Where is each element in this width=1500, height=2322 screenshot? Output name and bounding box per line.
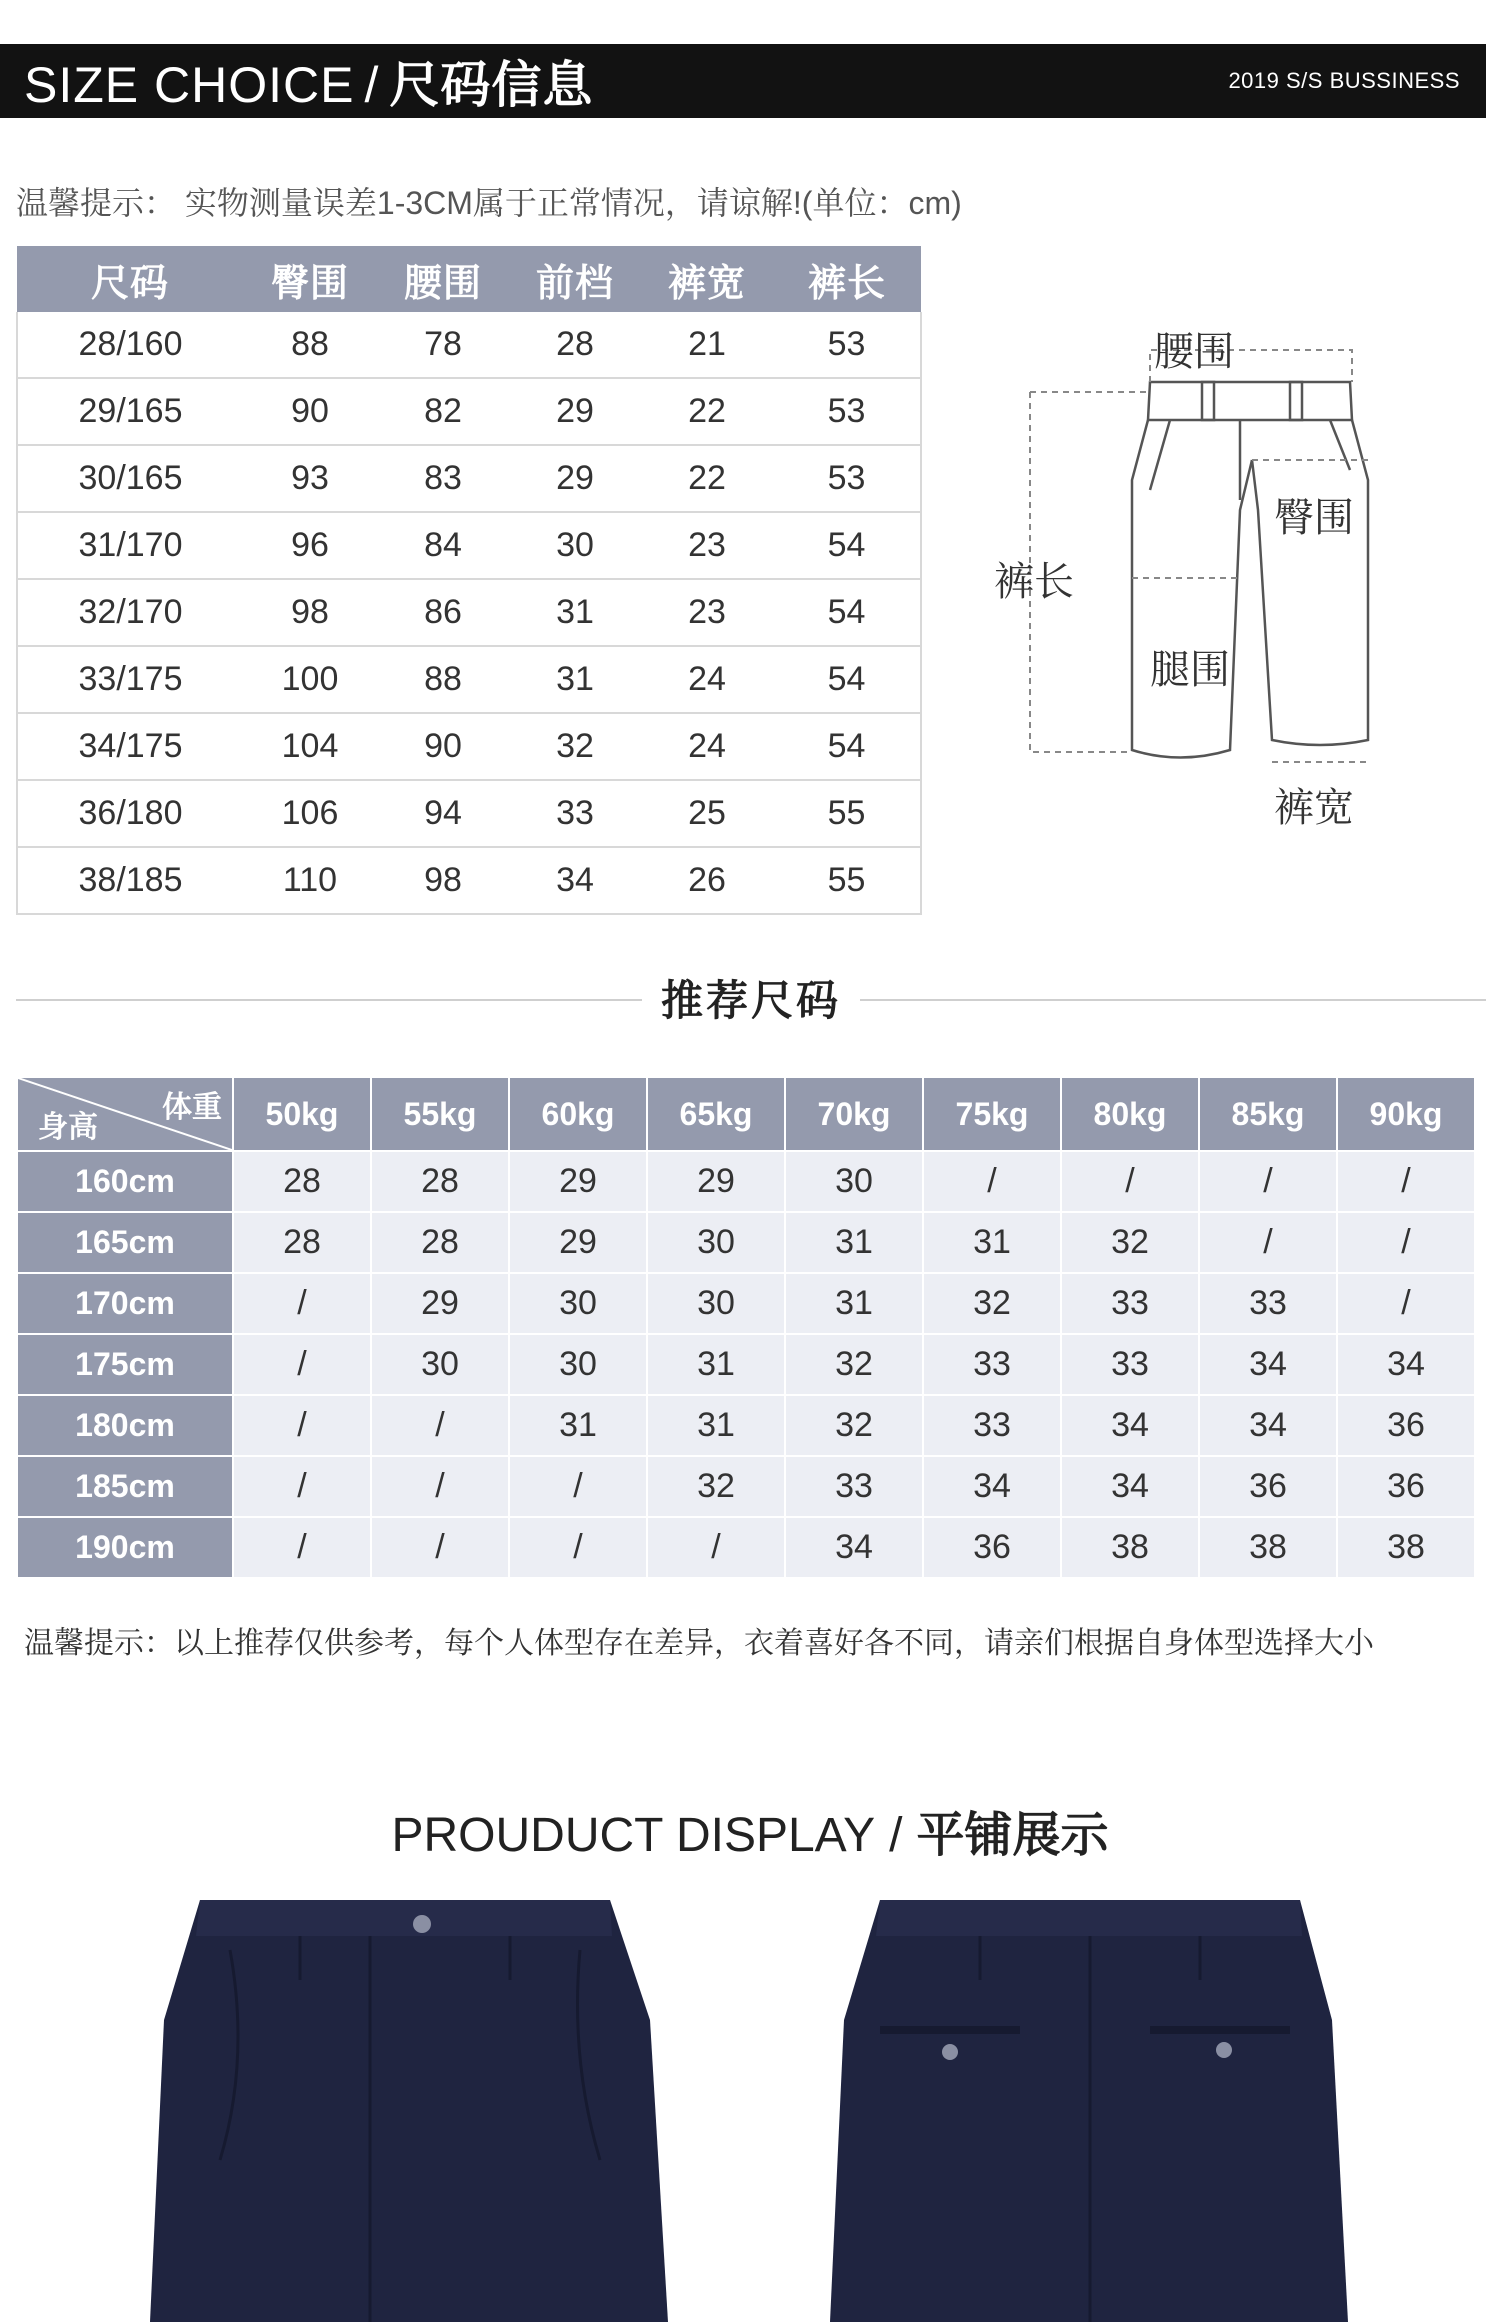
table-cell: 31/170 (17, 512, 243, 579)
table-cell: 28 (233, 1151, 371, 1212)
size-header-cell: 前档 (509, 246, 641, 312)
table-cell: 54 (773, 713, 921, 780)
size-header-cell: 腰围 (377, 246, 509, 312)
table-cell: 38 (1199, 1517, 1337, 1578)
table-cell: 24 (641, 713, 773, 780)
height-header-cell: 185cm (17, 1456, 233, 1517)
table-row (17, 512, 921, 579)
thigh-label: 腿围 (1150, 648, 1230, 692)
table-cell: 32 (1061, 1212, 1199, 1273)
table-cell: / (233, 1517, 371, 1578)
table-cell: 31 (923, 1212, 1061, 1273)
table-cell: 36 (1337, 1395, 1475, 1456)
table-cell: 31 (785, 1212, 923, 1273)
table-cell: 36/180 (17, 780, 243, 847)
table-cell: 34 (1337, 1334, 1475, 1395)
table-cell: 32 (923, 1273, 1061, 1334)
table-cell: 86 (377, 579, 509, 646)
table-row (17, 1151, 1475, 1212)
table-cell: 98 (243, 579, 377, 646)
table-cell: 22 (641, 445, 773, 512)
table-cell: 33 (923, 1334, 1061, 1395)
header-banner (0, 44, 1486, 118)
table-cell: 33 (785, 1456, 923, 1517)
table-row (17, 1334, 1475, 1395)
table-cell: 31 (785, 1273, 923, 1334)
table-cell: 34/175 (17, 713, 243, 780)
table-cell: 29 (647, 1151, 785, 1212)
table-row (17, 780, 921, 847)
table-cell: / (1061, 1151, 1199, 1212)
table-cell: 28/160 (17, 312, 243, 378)
pants-diagram (990, 320, 1410, 840)
table-cell: 33 (923, 1395, 1061, 1456)
table-cell: 29 (509, 445, 641, 512)
table-cell: 30 (509, 1334, 647, 1395)
table-cell: 30 (785, 1151, 923, 1212)
table-row (17, 1273, 1475, 1334)
weight-header-cell: 90kg (1337, 1077, 1475, 1151)
size-table-header-row (17, 246, 921, 312)
table-row (17, 713, 921, 780)
title-cn: 尺码信息 (389, 57, 594, 113)
table-row (17, 847, 921, 914)
table-cell: / (1337, 1212, 1475, 1273)
table-cell: 30 (509, 512, 641, 579)
height-header-cell: 160cm (17, 1151, 233, 1212)
table-cell: 84 (377, 512, 509, 579)
weight-header-cell: 70kg (785, 1077, 923, 1151)
table-cell: / (371, 1395, 509, 1456)
recommend-table (16, 1076, 1476, 1579)
table-cell: 93 (243, 445, 377, 512)
corner-cell (17, 1077, 233, 1151)
table-cell: 78 (377, 312, 509, 378)
table-cell: 29/165 (17, 378, 243, 445)
table-cell: 23 (641, 579, 773, 646)
weight-header-cell: 55kg (371, 1077, 509, 1151)
table-cell: 33 (509, 780, 641, 847)
table-cell: 82 (377, 378, 509, 445)
table-cell: 90 (243, 378, 377, 445)
table-cell: 32 (509, 713, 641, 780)
pants-back-image (830, 1900, 1350, 2322)
table-cell: 83 (377, 445, 509, 512)
product-title-en: PROUDUCT DISPLAY (391, 1809, 876, 1862)
table-cell: 24 (641, 646, 773, 713)
table-cell: / (509, 1456, 647, 1517)
table-cell: 30 (647, 1212, 785, 1273)
table-row (17, 1395, 1475, 1456)
table-row (17, 1212, 1475, 1273)
table-cell: 34 (1061, 1395, 1199, 1456)
recommend-header-row (17, 1077, 1475, 1151)
table-cell: / (233, 1395, 371, 1456)
table-cell: / (509, 1517, 647, 1578)
size-table (16, 246, 922, 915)
table-cell: 32/170 (17, 579, 243, 646)
table-cell: 31 (509, 646, 641, 713)
table-cell: 38 (1061, 1517, 1199, 1578)
table-cell: 33 (1061, 1273, 1199, 1334)
table-cell: 98 (377, 847, 509, 914)
recommend-title: 推荐尺码 (660, 977, 841, 1024)
table-cell: 53 (773, 312, 921, 378)
table-cell: 54 (773, 512, 921, 579)
table-cell: 29 (509, 1151, 647, 1212)
table-cell: 36 (1199, 1456, 1337, 1517)
table-cell: 31 (647, 1395, 785, 1456)
height-header-cell: 170cm (17, 1273, 233, 1334)
table-cell: 30/165 (17, 445, 243, 512)
size-header-cell: 裤长 (773, 246, 921, 312)
table-cell: 55 (773, 780, 921, 847)
product-display-title (0, 1796, 1500, 1865)
waist-label: 腰围 (1154, 330, 1234, 374)
weight-header-cell: 50kg (233, 1077, 371, 1151)
size-header-cell: 臀围 (243, 246, 377, 312)
table-cell: 30 (371, 1334, 509, 1395)
table-cell: 30 (509, 1273, 647, 1334)
table-cell: 33 (1199, 1273, 1337, 1334)
table-cell: 34 (785, 1517, 923, 1578)
table-cell: 32 (785, 1395, 923, 1456)
table-cell: / (923, 1151, 1061, 1212)
size-header-cell: 尺码 (17, 246, 243, 312)
table-cell: 53 (773, 445, 921, 512)
table-row (17, 1456, 1475, 1517)
table-cell: 34 (923, 1456, 1061, 1517)
leg-width-label: 裤宽 (1274, 786, 1354, 830)
size-table-body (17, 312, 921, 914)
table-cell: 110 (243, 847, 377, 914)
product-title-cn: 平铺展示 (916, 1809, 1109, 1862)
height-header-cell: 180cm (17, 1395, 233, 1456)
table-cell: 96 (243, 512, 377, 579)
table-row (17, 579, 921, 646)
table-cell: 32 (647, 1456, 785, 1517)
table-cell: / (233, 1334, 371, 1395)
weight-header-cell: 80kg (1061, 1077, 1199, 1151)
table-cell: 34 (1199, 1334, 1337, 1395)
table-row (17, 312, 921, 378)
table-cell: / (1199, 1151, 1337, 1212)
table-cell: 21 (641, 312, 773, 378)
table-cell: 31 (509, 1395, 647, 1456)
pants-front-image (150, 1900, 670, 2322)
table-cell: 55 (773, 847, 921, 914)
table-row (17, 378, 921, 445)
height-axis-label: 身高 (38, 1111, 98, 1144)
page-title (24, 45, 593, 117)
table-cell: 30 (647, 1273, 785, 1334)
season-label: 2019 S/S BUSSINESS (1228, 68, 1460, 93)
table-cell: 54 (773, 579, 921, 646)
table-cell: 23 (641, 512, 773, 579)
size-header-cell: 裤宽 (641, 246, 773, 312)
table-cell: 34 (1199, 1395, 1337, 1456)
table-cell: 90 (377, 713, 509, 780)
title-en: SIZE CHOICE (24, 57, 355, 113)
table-cell: 25 (641, 780, 773, 847)
height-header-cell: 190cm (17, 1517, 233, 1578)
table-cell: 100 (243, 646, 377, 713)
table-cell: 32 (785, 1334, 923, 1395)
recommend-heading (16, 968, 1486, 1028)
table-cell: / (1337, 1273, 1475, 1334)
table-cell: 36 (923, 1517, 1061, 1578)
table-cell: 53 (773, 378, 921, 445)
table-cell: / (1337, 1151, 1475, 1212)
table-cell: / (1199, 1212, 1337, 1273)
height-header-cell: 175cm (17, 1334, 233, 1395)
height-header-cell: 165cm (17, 1212, 233, 1273)
weight-header-cell: 75kg (923, 1077, 1061, 1151)
table-cell: 34 (509, 847, 641, 914)
table-row (17, 1517, 1475, 1578)
table-cell: 54 (773, 646, 921, 713)
table-cell: 104 (243, 713, 377, 780)
weight-axis-label: 体重 (162, 1091, 222, 1124)
weight-header-cell: 65kg (647, 1077, 785, 1151)
table-cell: 36 (1337, 1456, 1475, 1517)
table-row (17, 646, 921, 713)
table-cell: / (647, 1517, 785, 1578)
table-cell: 29 (509, 1212, 647, 1273)
measurement-note: 温馨提示： 实物测量误差1-3CM属于正常情况，请谅解!(单位：cm) (16, 185, 962, 221)
table-cell: / (233, 1273, 371, 1334)
table-cell: / (233, 1456, 371, 1517)
table-cell: 34 (1061, 1456, 1199, 1517)
weight-header-cell: 85kg (1199, 1077, 1337, 1151)
recommend-note: 温馨提示：以上推荐仅供参考，每个人体型存在差异，衣着喜好各不同，请亲们根据自身体型选择大小 (24, 1627, 1374, 1660)
table-cell: 94 (377, 780, 509, 847)
table-cell: 28 (371, 1151, 509, 1212)
table-row (17, 445, 921, 512)
table-cell: 31 (647, 1334, 785, 1395)
table-cell: 31 (509, 579, 641, 646)
table-cell: 88 (243, 312, 377, 378)
table-cell: 28 (371, 1212, 509, 1273)
table-cell: 26 (641, 847, 773, 914)
table-cell: / (371, 1456, 509, 1517)
length-label: 裤长 (994, 560, 1074, 604)
table-cell: 38/185 (17, 847, 243, 914)
recommend-table-body (17, 1151, 1475, 1578)
hip-label: 臀围 (1274, 496, 1354, 540)
title-separator: / (364, 57, 380, 113)
table-cell: 22 (641, 378, 773, 445)
weight-header-cell: 60kg (509, 1077, 647, 1151)
table-cell: 33 (1061, 1334, 1199, 1395)
table-cell: 28 (233, 1212, 371, 1273)
table-cell: 28 (509, 312, 641, 378)
product-title-separator: / (889, 1809, 903, 1862)
table-cell: 33/175 (17, 646, 243, 713)
table-cell: 29 (509, 378, 641, 445)
table-cell: / (371, 1517, 509, 1578)
table-cell: 29 (371, 1273, 509, 1334)
table-cell: 106 (243, 780, 377, 847)
table-cell: 38 (1337, 1517, 1475, 1578)
table-cell: 88 (377, 646, 509, 713)
